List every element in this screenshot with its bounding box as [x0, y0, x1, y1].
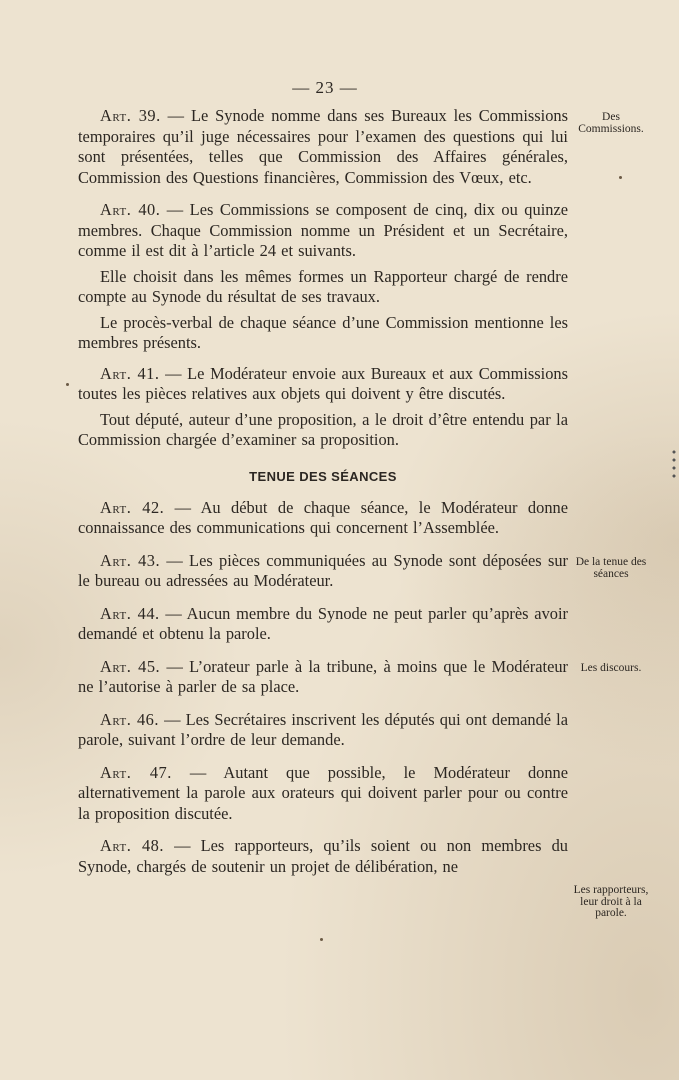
paragraph	[78, 410, 568, 451]
article-label: Art. 45.	[100, 656, 161, 676]
article-label: Art. 43.	[100, 550, 161, 570]
article-48	[78, 836, 568, 877]
article-42	[78, 498, 568, 539]
article-39	[78, 106, 568, 188]
paper-speck	[619, 176, 622, 179]
article-label: Art. 41.	[100, 363, 160, 383]
article-text: — Aucun membre du Synode ne peut parler qu’après avoir demandé et obtenu la parole.	[78, 603, 568, 643]
margin-note-tenue: De la tenue des séances	[575, 556, 647, 580]
paragraph-text: Elle choisit dans les mêmes formes un Rapporteur chargé de rendre compte au Synode du résultat de ses travaux.	[78, 266, 568, 306]
margin-note-discours: Les discours.	[580, 662, 642, 674]
article-text: — Les Secrétaires inscrivent les députés qui ont demandé la parole, suivant l’ordre de leur demande.	[78, 709, 568, 749]
article-label: Art. 46.	[100, 709, 159, 729]
article-text: — L’orateur parle à la tribune, à moins que le Modérateur ne l’autorise à parler de sa place.	[78, 656, 568, 696]
paragraph-text: Le procès-verbal de chaque séance d’une Commission mentionne les membres présents.	[78, 312, 568, 352]
paragraph-text: Tout député, auteur d’une proposition, a le droit d’être entendu par la Commission chargée d’examiner sa proposition.	[78, 409, 568, 449]
article-label: Art. 39.	[100, 106, 161, 125]
page-number: — 23 —	[292, 78, 358, 97]
article-text: — Les pièces communiquées au Synode sont déposées sur le bureau ou adressées au Modérateur.	[78, 550, 568, 590]
article-label: Art. 42.	[100, 497, 165, 517]
section-heading: TENUE DES SÉANCES	[249, 468, 397, 484]
margin-note-commissions: Des Commissions.	[578, 111, 644, 135]
article-label: Art. 47.	[100, 762, 172, 782]
article-label: Art. 44.	[100, 603, 160, 623]
paragraph	[78, 267, 568, 308]
article-label: Art. 40.	[100, 200, 161, 219]
article-41	[78, 364, 568, 405]
article-text: — Autant que possible, le Modérateur donne alternativement la parole aux orateurs qui doivent parler pour ou contre la proposition discutée.	[78, 762, 569, 823]
article-text: — Au début de chaque séance, le Modérateur donne connaissance des communications qui concernent l’Assemblée.	[78, 497, 568, 537]
article-text: — Les Commissions se composent de cinq, dix ou quinze membres. Chaque Commission nomme un Président et un Secrétaire, comme il est dit à l’article 24 et suivants.	[78, 200, 568, 260]
article-text: — Le Synode nomme dans ses Bureaux les Commissions temporaires qu’il juge nécessaires pour l’examen des questions qui lui sont présentées, telles que Commission des Affaires générales, Commission des Questions financières, Commission des Vœux, etc.	[78, 106, 568, 187]
paper-speck	[320, 938, 323, 941]
paper-speck	[66, 383, 69, 386]
margin-note-rapporteurs: Les rapporteurs, leur droit à la parole.	[573, 884, 649, 919]
article-46	[78, 710, 568, 751]
binding-holes	[672, 448, 676, 482]
main-text	[78, 106, 568, 877]
article-text: — Les rapporteurs, qu’ils soient ou non membres du Synode, chargés de soutenir un projet de délibération, ne	[78, 836, 568, 876]
paragraph	[78, 313, 568, 354]
article-44	[78, 604, 568, 645]
article-43	[78, 551, 568, 592]
article-40	[78, 200, 568, 262]
article-45	[78, 657, 568, 698]
article-label: Art. 48.	[100, 836, 164, 855]
article-text: — Le Modérateur envoie aux Bureaux et aux Commissions toutes les pièces relatives aux objets qui doivent y être discutés.	[78, 363, 568, 403]
article-47	[78, 763, 568, 825]
